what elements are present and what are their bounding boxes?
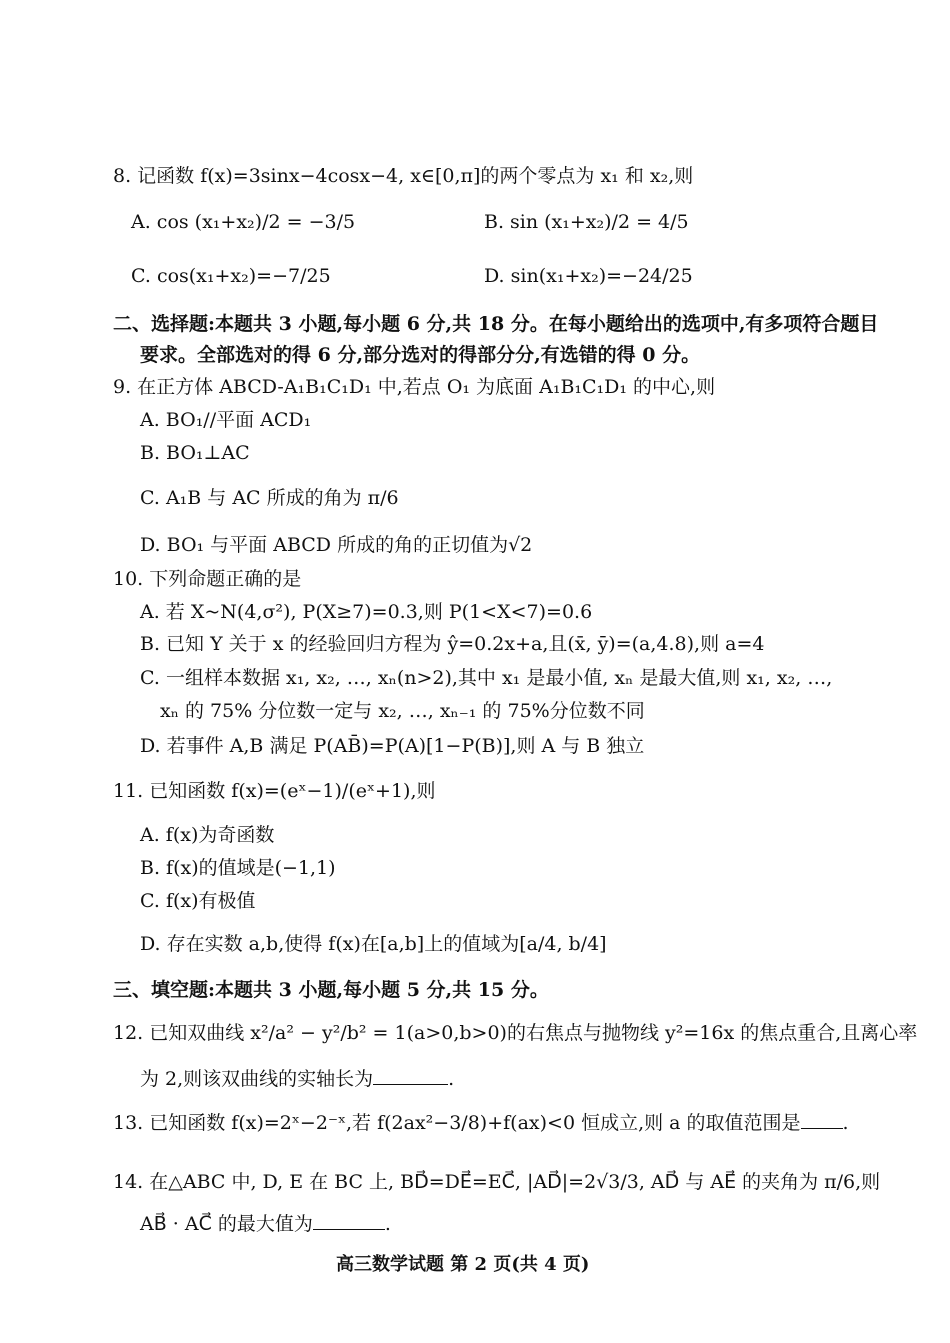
q12-line2-text: 为 2,则该双曲线的实轴长为: [140, 1068, 374, 1090]
q8-stem: 8. 记函数 f(x)=3sinx−4cosx−4, x∈[0,π]的两个零点为 x₁ 和 x₂,则: [113, 165, 694, 187]
q9-option-c: C. A₁B 与 AC 所成的角为 π/6: [140, 487, 399, 509]
q8-option-c: C. cos(x₁+x₂)=−7/25: [131, 265, 331, 287]
q10-option-c-line1: C. 一组样本数据 x₁, x₂, …, xₙ(n>2),其中 x₁ 是最小值, xₙ 是最大值,则 x₁, x₂, …,: [140, 667, 833, 689]
q8-option-d: D. sin(x₁+x₂)=−24/25: [484, 265, 693, 287]
q10-stem: 10. 下列命题正确的是: [113, 568, 302, 590]
section-3-heading: 三、填空题:本题共 3 小题,每小题 5 分,共 15 分。: [113, 979, 549, 1001]
q14-line2: [140, 1210, 391, 1238]
q10-option-c-line2: xₙ 的 75% 分位数一定与 x₂, …, xₙ₋₁ 的 75%分位数不同: [160, 700, 645, 722]
q11-option-a: A. f(x)为奇函数: [140, 824, 275, 846]
q14-answer-blank[interactable]: [313, 1211, 385, 1230]
page-footer: 高三数学试题 第 2 页(共 4 页): [336, 1254, 590, 1275]
q12-line1: 12. 已知双曲线 x²/a² − y²/b² = 1(a>0,b>0)的右焦点与抛物线 y²=16x 的焦点重合,且离心率: [113, 1022, 918, 1044]
q14-period: .: [384, 1213, 391, 1235]
section-2-instructions: 要求。全部选对的得 6 分,部分选对的得部分分,有选错的得 0 分。: [140, 344, 701, 366]
q11-option-c: C. f(x)有极值: [140, 890, 256, 912]
q12-line2: [140, 1065, 454, 1093]
section-2-heading: 二、选择题:本题共 3 小题,每小题 6 分,共 18 分。在每小题给出的选项中,有多项符合题目: [113, 313, 879, 335]
q12-period: .: [448, 1068, 455, 1090]
q13-line: [113, 1109, 849, 1137]
q11-option-d: D. 存在实数 a,b,使得 f(x)在[a,b]上的值域为[a/4, b/4]: [140, 933, 607, 955]
q9-option-d: D. BO₁ 与平面 ABCD 所成的角的正切值为√2: [140, 534, 533, 556]
q13-period: .: [842, 1112, 849, 1134]
q8-option-b: B. sin (x₁+x₂)/2 = 4/5: [484, 211, 689, 233]
q9-option-b: B. BO₁⊥AC: [140, 442, 250, 464]
q8-option-a: A. cos (x₁+x₂)/2 = −3/5: [131, 211, 356, 233]
q9-stem: 9. 在正方体 ABCD-A₁B₁C₁D₁ 中,若点 O₁ 为底面 A₁B₁C₁D₁ 的中心,则: [113, 376, 716, 398]
q10-option-d: D. 若事件 A,B 满足 P(AB̄)=P(A)[1−P(B)],则 A 与 B 独立: [140, 735, 645, 757]
q13-text: 13. 已知函数 f(x)=2ˣ−2⁻ˣ,若 f(2ax²−3/8)+f(ax)<0 恒成立,则 a 的取值范围是: [113, 1112, 801, 1134]
q13-answer-blank[interactable]: [801, 1110, 843, 1129]
q10-option-a: A. 若 X~N(4,σ²), P(X≥7)=0.3,则 P(1<X<7)=0.6: [140, 601, 593, 623]
q11-stem: 11. 已知函数 f(x)=(eˣ−1)/(eˣ+1),则: [113, 780, 436, 802]
q10-option-b: B. 已知 Y 关于 x 的经验回归方程为 ŷ=0.2x+a,且(x̄, ȳ)=(a,4.8),则 a=4: [140, 633, 765, 655]
q12-answer-blank[interactable]: [373, 1066, 448, 1085]
q14-line2-text: AB⃗ · AC⃗ 的最大值为: [140, 1213, 313, 1235]
q11-option-b: B. f(x)的值域是(−1,1): [140, 857, 336, 879]
q9-option-a: A. BO₁//平面 ACD₁: [140, 409, 312, 431]
q14-line1: 14. 在△ABC 中, D, E 在 BC 上, BD⃗=DE⃗=EC⃗, |AD⃗|=2√3/3, AD⃗ 与 AE⃗ 的夹角为 π/6,则: [113, 1171, 881, 1193]
